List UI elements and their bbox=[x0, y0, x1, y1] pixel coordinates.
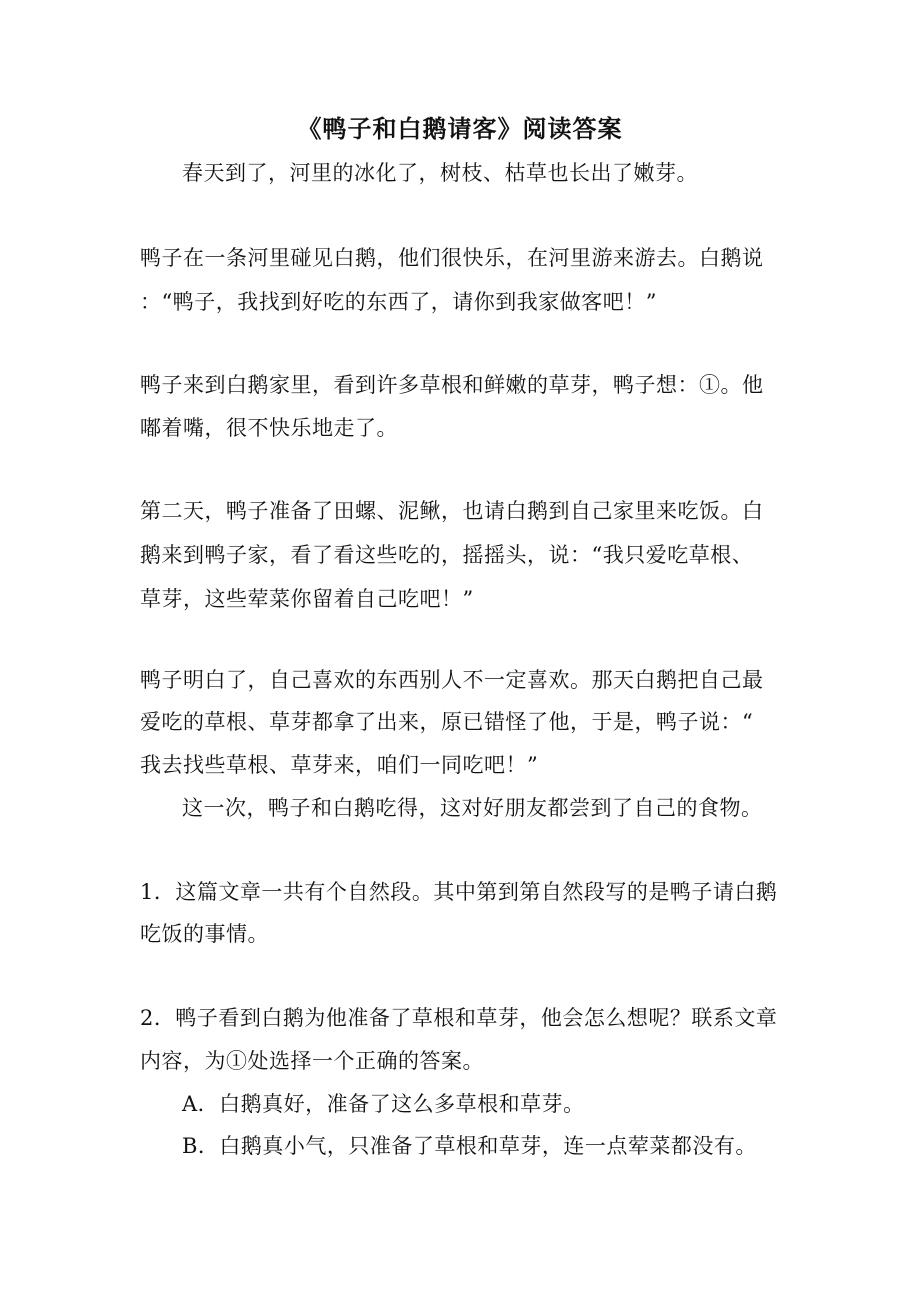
question-2-option-a: A．白鹅真好，准备了这么多草根和草芽。 bbox=[182, 1092, 585, 1116]
question-2-line-1: 2．鸭子看到白鹅为他准备了草根和草芽，他会怎么想呢？联系文章 bbox=[140, 1006, 778, 1030]
question-2-line-2: 内容，为①处选择一个正确的答案。 bbox=[140, 1049, 484, 1073]
document-title: 《鸭子和白鹅请客》阅读答案 bbox=[297, 114, 623, 143]
paragraph-5-line-1: 鸭子明白了，自己喜欢的东西别人不一定喜欢。那天白鹅把自己最 bbox=[140, 668, 764, 692]
paragraph-2-line-2: ：“鸭子，我找到好吃的东西了，请你到我家做客吧！” bbox=[140, 290, 657, 314]
paragraph-4-line-3: 草芽，这些荤菜你留着自己吃吧！” bbox=[140, 587, 474, 611]
paragraph-3-line-2: 嘟着嘴，很不快乐地走了。 bbox=[140, 416, 398, 440]
paragraph-4-line-1: 第二天，鸭子准备了田螺、泥鳅，也请白鹅到自己家里来吃饭。白 bbox=[140, 499, 764, 523]
paragraph-3-line-1: 鸭子来到白鹅家里，看到许多草根和鲜嫩的草芽，鸭子想：①。他 bbox=[140, 373, 764, 397]
paragraph-2-line-1: 鸭子在一条河里碰见白鹅，他们很快乐，在河里游来游去。白鹅说 bbox=[140, 246, 764, 270]
question-1-line-2: 吃饭的事情。 bbox=[140, 922, 269, 946]
paragraph-4-line-2: 鹅来到鸭子家，看了看这些吃的，摇摇头，说：“我只爱吃草根、 bbox=[140, 543, 754, 567]
paragraph-5-line-2: 爱吃的草根、草芽都拿了出来，原已错怪了他，于是，鸭子说：“ bbox=[140, 710, 754, 734]
paragraph-1: 春天到了，河里的冰化了，树枝、枯草也长出了嫩芽。 bbox=[182, 161, 698, 185]
paragraph-5-line-3: 我去找些草根、草芽来，咱们一同吃吧！” bbox=[140, 753, 539, 777]
question-2-option-b: B．白鹅真小气，只准备了草根和草芽，连一点荤菜都没有。 bbox=[182, 1134, 757, 1158]
paragraph-6: 这一次，鸭子和白鹅吃得，这对好朋友都尝到了自己的食物。 bbox=[182, 796, 763, 820]
question-1-line-1: 1．这篇文章一共有个自然段。其中第到第自然段写的是鸭子请白鹅 bbox=[140, 880, 778, 904]
